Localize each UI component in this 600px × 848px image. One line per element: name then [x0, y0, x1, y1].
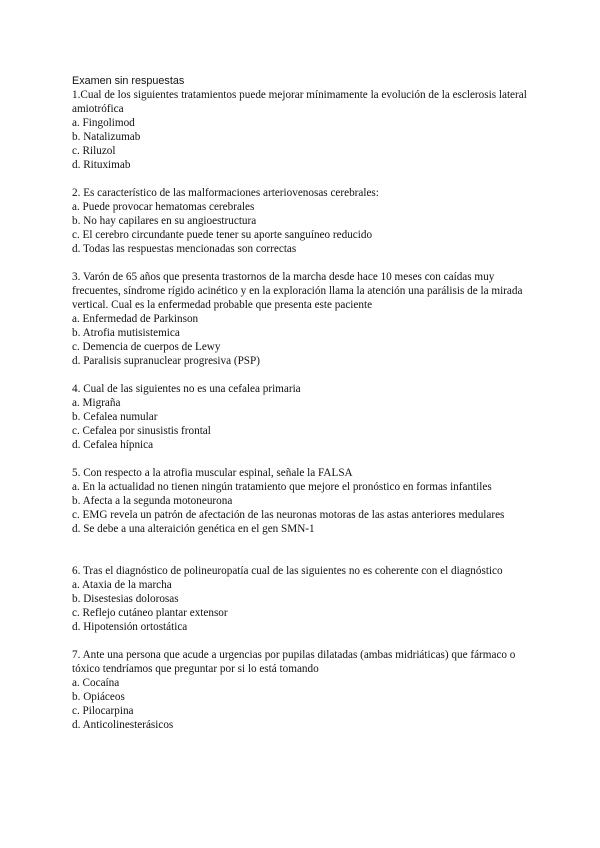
question-1: [72, 88, 532, 172]
answer-option: d. Hipotensión ortostática: [72, 621, 188, 633]
question-text: 5. Con respecto a la atrofia muscular espinal, señale la FALSA: [72, 467, 353, 479]
answer-option: b. Disestesias dolorosas: [72, 593, 179, 605]
answer-option: d. Todas las respuestas mencionadas son correctas: [72, 243, 297, 255]
document-title: Examen sin respuestas: [72, 75, 185, 87]
question-text: 2. Es característico de las malformaciones arteriovenosas cerebrales:: [72, 187, 379, 199]
question-3: [72, 270, 532, 368]
answer-option: d. Cefalea hípnica: [72, 439, 154, 451]
answer-option: b. Opiáceos: [72, 691, 125, 703]
answer-option: c. Riluzol: [72, 145, 116, 157]
answer-option: a. Ataxia de la marcha: [72, 579, 172, 591]
question-text: 3. Varón de 65 años que presenta trastornos de la marcha desde hace 10 meses con caídas muy frecuentes, síndrome rígido acinético y en la exploración llama la atención una parálisis de la mirada vertical. Cual es la enfermedad probable que presenta este paciente: [72, 271, 523, 311]
answer-option: d. Paralisis supranuclear progresiva (PSP): [72, 355, 260, 367]
answer-option: a. Fingolimod: [72, 117, 135, 129]
question-5: [72, 466, 532, 536]
answer-option: b. Cefalea numular: [72, 411, 158, 423]
answer-option: c. El cerebro circundante puede tener su aporte sanguíneo reducido: [72, 229, 373, 241]
answer-option: d. Rituximab: [72, 159, 131, 171]
answer-option: b. No hay capilares en su angioestructura: [72, 215, 257, 227]
question-4: [72, 382, 532, 452]
question-6: [72, 564, 532, 634]
answer-option: c. Pilocarpina: [72, 705, 134, 717]
answer-options: [72, 480, 532, 536]
question-text: 7. Ante una persona que acude a urgencias por pupilas dilatadas (ambas midriáticas) que fármaco o tóxico tendríamos que preguntar por si lo está tomando: [72, 649, 516, 675]
answer-options: [72, 578, 532, 634]
answer-option: b. Afecta a la segunda motoneurona: [72, 495, 233, 507]
answer-option: c. Demencia de cuerpos de Lewy: [72, 341, 221, 353]
answer-option: c. Reflejo cutáneo plantar extensor: [72, 607, 228, 619]
answer-options: [72, 676, 532, 732]
answer-option: b. Natalizumab: [72, 131, 141, 143]
answer-option: a. Migraña: [72, 397, 121, 409]
answer-option: a. Enfermedad de Parkinson: [72, 313, 199, 325]
question-text: 4. Cual de las siguientes no es una cefalea primaria: [72, 383, 301, 395]
answer-option: b. Atrofia mutisistemica: [72, 327, 180, 339]
answer-option: a. Cocaína: [72, 677, 120, 689]
answer-option: d. Anticolinesterásicos: [72, 719, 174, 731]
answer-options: [72, 116, 532, 172]
answer-options: [72, 200, 532, 256]
answer-option: c. Cefalea por sinusistis frontal: [72, 425, 211, 437]
answer-option: a. Puede provocar hematomas cerebrales: [72, 201, 255, 213]
question-text: 6. Tras el diagnóstico de polineuropatía cual de las siguientes no es coherente con el diagnóstico: [72, 565, 503, 577]
document-content: [72, 74, 532, 732]
question-2: [72, 186, 532, 256]
question-7: [72, 648, 532, 732]
answer-options: [72, 396, 532, 452]
answer-option: d. Se debe a una alteraición genética en el gen SMN-1: [72, 523, 315, 535]
answer-options: [72, 312, 532, 368]
question-text: 1.Cual de los siguientes tratamientos puede mejorar mínimamente la evolución de la esclerosis lateral amiotrófica: [72, 89, 527, 115]
answer-option: c. EMG revela un patrón de afectación de las neuronas motoras de las astas anteriores medulares: [72, 509, 505, 521]
answer-option: a. En la actualidad no tienen ningún tratamiento que mejore el pronóstico en formas infantiles: [72, 481, 492, 493]
